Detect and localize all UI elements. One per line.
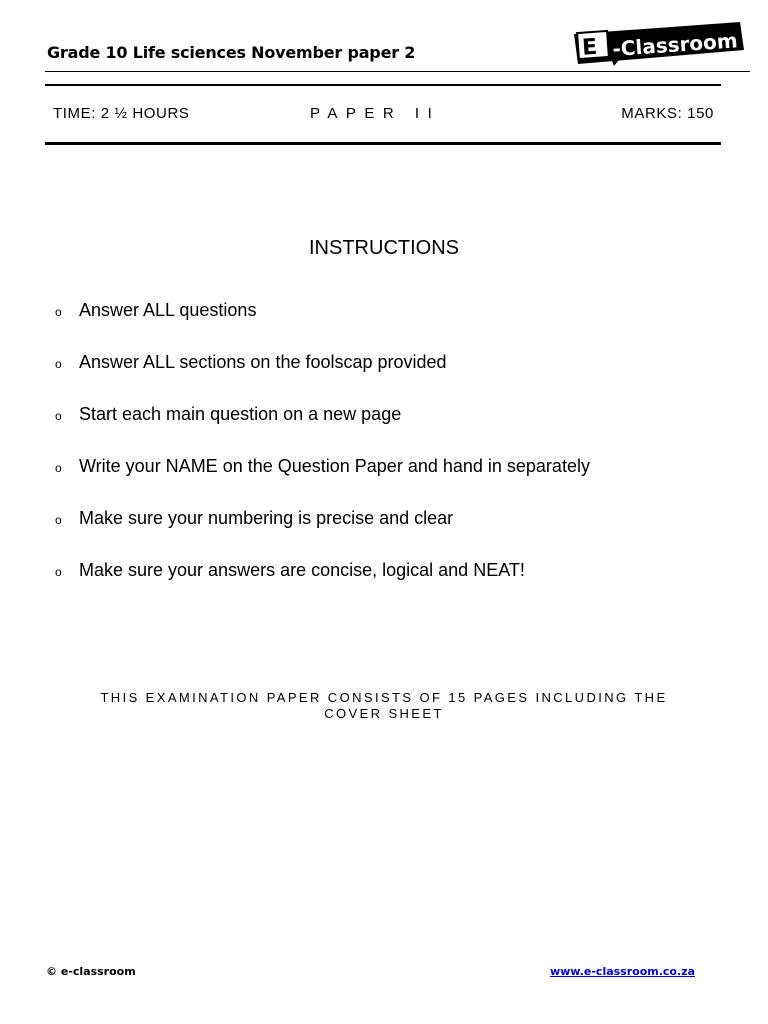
header-title: Grade 10 Life sciences November paper 2 (47, 43, 416, 62)
meta-top-divider (45, 84, 721, 86)
copyright-notice: © e-classroom (46, 965, 136, 978)
page-count-note: THIS EXAMINATION PAPER CONSISTS OF 15 PAGES INCLUDING THE COVER SHEET (100, 690, 668, 721)
e-classroom-logo (570, 20, 746, 66)
instruction-text: Start each main question on a new page (79, 404, 402, 424)
instruction-item (55, 508, 590, 560)
total-marks: MARKS: 150 (621, 105, 714, 122)
instruction-item (55, 404, 590, 456)
header-divider (45, 71, 750, 72)
instruction-text: Answer ALL sections on the foolscap provided (79, 352, 447, 372)
instructions-list (55, 300, 590, 612)
bullet-icon: o (55, 461, 62, 475)
bullet-icon: o (55, 565, 62, 579)
instructions-heading: INSTRUCTIONS (309, 237, 459, 259)
instruction-item (55, 456, 590, 508)
instruction-item (55, 352, 590, 404)
website-link[interactable]: www.e-classroom.co.za (549, 965, 695, 978)
instruction-text: Write your NAME on the Question Paper and hand in separately (79, 456, 590, 476)
bullet-icon: o (55, 357, 62, 371)
instruction-text: Make sure your numbering is precise and clear (79, 508, 454, 528)
instruction-text: Make sure your answers are concise, logical and NEAT! (79, 560, 525, 580)
instruction-item (55, 300, 590, 352)
svg-text:E: E (581, 34, 599, 61)
exam-time: TIME: 2 ½ HOURS (53, 105, 190, 122)
instruction-text: Answer ALL questions (79, 300, 257, 320)
svg-text:-Classroom: -Classroom (611, 28, 739, 62)
meta-bottom-divider (45, 142, 721, 145)
bullet-icon: o (55, 305, 62, 319)
paper-number: PAPER II (310, 105, 441, 122)
instruction-item (55, 560, 590, 612)
bullet-icon: o (55, 409, 62, 423)
bullet-icon: o (55, 513, 62, 527)
